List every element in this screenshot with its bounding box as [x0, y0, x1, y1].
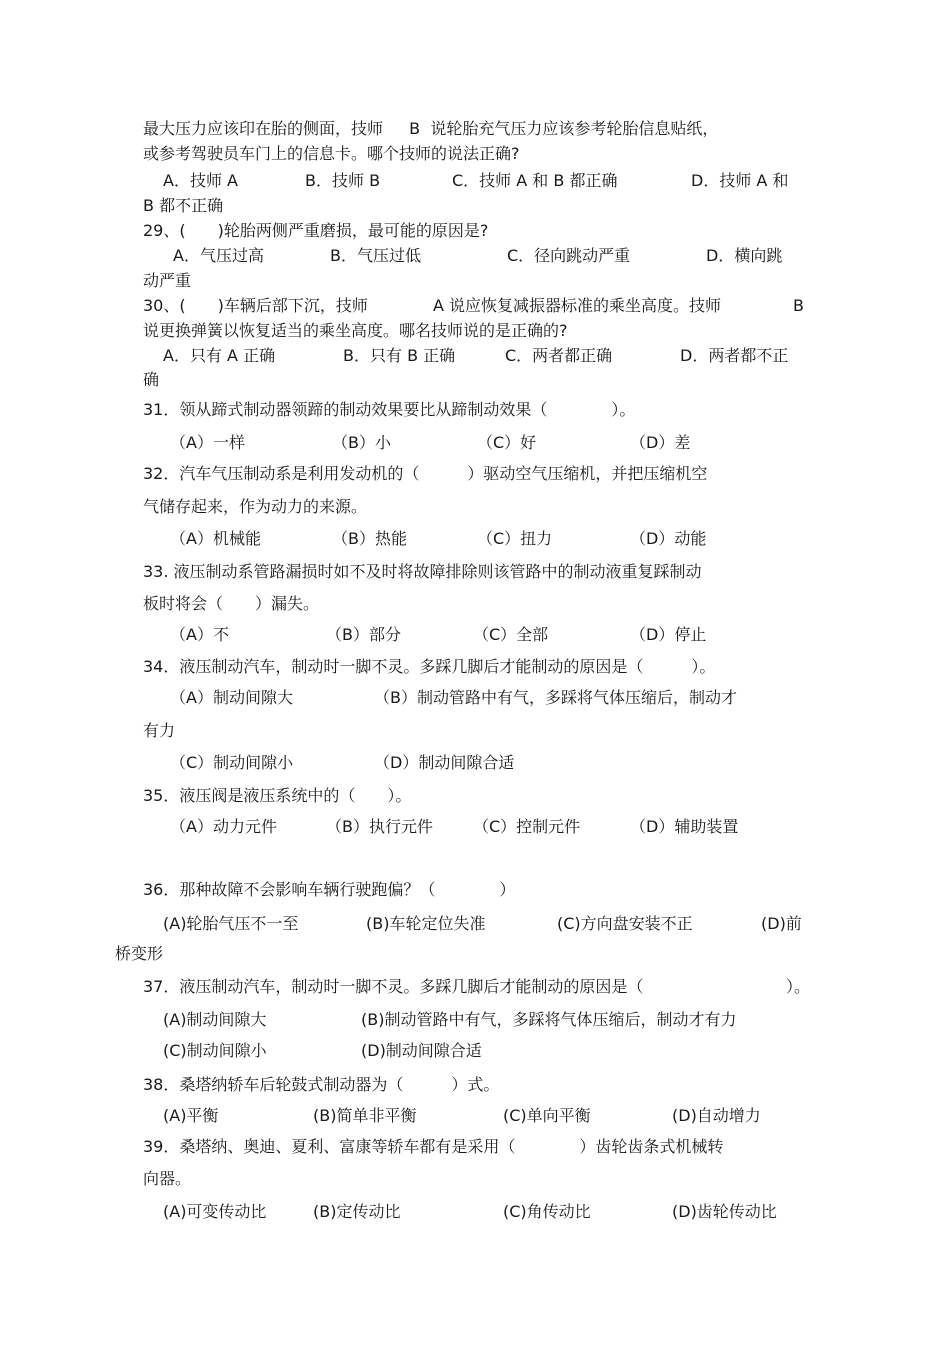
q29-option-d-wrap: 动严重: [143, 271, 192, 290]
q37-stem-part-2: ）。: [786, 977, 811, 996]
q30-option-d: D．两者都不正: [680, 346, 789, 365]
q39-option-c: (C)角传动比: [503, 1202, 591, 1221]
q28-line-1: 最大压力应该印在胎的侧面，技师 B 说轮胎充气压力应该参考轮胎信息贴纸，: [143, 119, 719, 138]
q37-option-c: (C)制动间隙小: [163, 1041, 267, 1060]
q28-line-2: 或参考驾驶员车门上的信息卡。哪个技师的说法正确?: [143, 144, 520, 163]
q36-option-b: (B)车轮定位失准: [366, 914, 486, 933]
q38-option-d: (D)自动增力: [672, 1106, 761, 1125]
q34-option-b: （B）制动管路中有气，多踩将气体压缩后，制动才: [374, 688, 737, 707]
q36-option-d-wrap: 桥变形: [115, 944, 164, 963]
q38-option-b: (B)简单非平衡: [313, 1106, 417, 1125]
q35-option-b: （B）执行元件: [326, 817, 433, 836]
q37-stem-part-1: 37．液压制动汽车，制动时一脚不灵。多踩几脚后才能制动的原因是（: [143, 977, 644, 996]
q34-option-d: （D）制动间隙合适: [374, 753, 515, 772]
q28-option-d: D．技师 A 和: [691, 171, 789, 190]
q34-option-c: （C）制动间隙小: [170, 753, 294, 772]
q33-line-2: 板时将会（ ）漏失。: [143, 594, 320, 613]
q28-option-d-wrap: B 都不正确: [143, 196, 224, 215]
q36-option-c: (C)方向盘安装不正: [557, 914, 693, 933]
q29-option-a: A．气压过高: [173, 246, 264, 265]
q35-option-c: （C）控制元件: [473, 817, 581, 836]
q30-stem-part-3: B: [793, 296, 804, 315]
q31-stem: 31．领从蹄式制动器领蹄的制动效果要比从蹄制动效果（ ）。: [143, 400, 636, 419]
q33-option-b: （B）部分: [326, 625, 401, 644]
q37-option-a: (A)制动间隙大: [163, 1010, 267, 1029]
q35-option-a: （A）动力元件: [170, 817, 277, 836]
q29-stem: 29、( )轮胎两侧严重磨损，最可能的原因是?: [143, 221, 489, 240]
q30-stem-part-1: 30、( )车辆后部下沉，技师: [143, 296, 368, 315]
q32-stem: 32．汽车气压制动系是利用发动机的（ ）驱动空气压缩机，并把压缩机空: [143, 464, 708, 483]
q30-option-c: C．两者都正确: [505, 346, 613, 365]
q37-option-d: (D)制动间隙合适: [361, 1041, 482, 1060]
q32-option-d: （D）动能: [630, 529, 707, 548]
q31-option-a: （A）一样: [170, 433, 245, 452]
q28-option-b: B．技师 B: [305, 171, 381, 190]
q36-stem: 36．那种故障不会影响车辆行驶跑偏？（ ）: [143, 880, 516, 899]
q32-option-b: （B）热能: [332, 529, 407, 548]
q39-option-d: (D)齿轮传动比: [672, 1202, 777, 1221]
q30-stem-part-2: A 说应恢复减振器标准的乘坐高度。技师: [433, 296, 722, 315]
q32-option-c: （C）扭力: [477, 529, 553, 548]
q28-option-a: A．技师 A: [163, 171, 238, 190]
q37-option-b: (B)制动管路中有气，多踩将气体压缩后，制动才有力: [361, 1010, 737, 1029]
q38-stem: 38．桑塔纳轿车后轮鼓式制动器为（ ）式。: [143, 1075, 500, 1094]
q31-option-c: （C）好: [477, 433, 537, 452]
q34-stem: 34．液压制动汽车，制动时一脚不灵。多踩几脚后才能制动的原因是（ ）。: [143, 657, 716, 676]
q32-line-2: 气储存起来，作为动力的来源。: [143, 497, 368, 516]
q35-option-d: （D）辅助装置: [630, 817, 739, 836]
q33-stem: 33. 液压制动系管路漏损时如不及时将故障排除则该管路中的制动液重复踩制动: [143, 562, 702, 581]
q39-stem: 39．桑塔纳、奥迪、夏利、富康等轿车都有是采用（ ）齿轮齿条式机械转: [143, 1137, 724, 1156]
q31-option-d: （D）差: [630, 433, 691, 452]
q30-line-2: 说更换弹簧以恢复适当的乘坐高度。哪名技师说的是正确的?: [143, 321, 568, 340]
q28-option-c: C．技师 A 和 B 都正确: [452, 171, 618, 190]
q34-option-b-wrap: 有力: [143, 721, 176, 740]
q39-option-a: (A)可变传动比: [163, 1202, 267, 1221]
q33-option-d: （D）停止: [630, 625, 707, 644]
q29-option-c: C．径向跳动严重: [507, 246, 631, 265]
q36-option-a: (A)轮胎气压不一至: [163, 914, 299, 933]
q34-option-a: （A）制动间隙大: [170, 688, 293, 707]
q38-option-a: (A)平衡: [163, 1106, 219, 1125]
q29-option-b: B．气压过低: [330, 246, 421, 265]
q32-option-a: （A）机械能: [170, 529, 261, 548]
q30-option-b: B．只有 B 正确: [343, 346, 456, 365]
q33-option-c: （C）全部: [473, 625, 549, 644]
q35-stem: 35．液压阀是液压系统中的（ ）。: [143, 786, 412, 805]
q39-line-2: 向器。: [143, 1169, 192, 1188]
q31-option-b: （B）小: [332, 433, 391, 452]
q30-option-d-wrap: 确: [143, 370, 160, 389]
q38-option-c: (C)单向平衡: [503, 1106, 591, 1125]
q33-option-a: （A）不: [170, 625, 229, 644]
q36-option-d: (D)前: [761, 914, 802, 933]
q39-option-b: (B)定传动比: [313, 1202, 401, 1221]
q30-option-a: A．只有 A 正确: [163, 346, 276, 365]
q29-option-d: D．横向跳: [706, 246, 783, 265]
